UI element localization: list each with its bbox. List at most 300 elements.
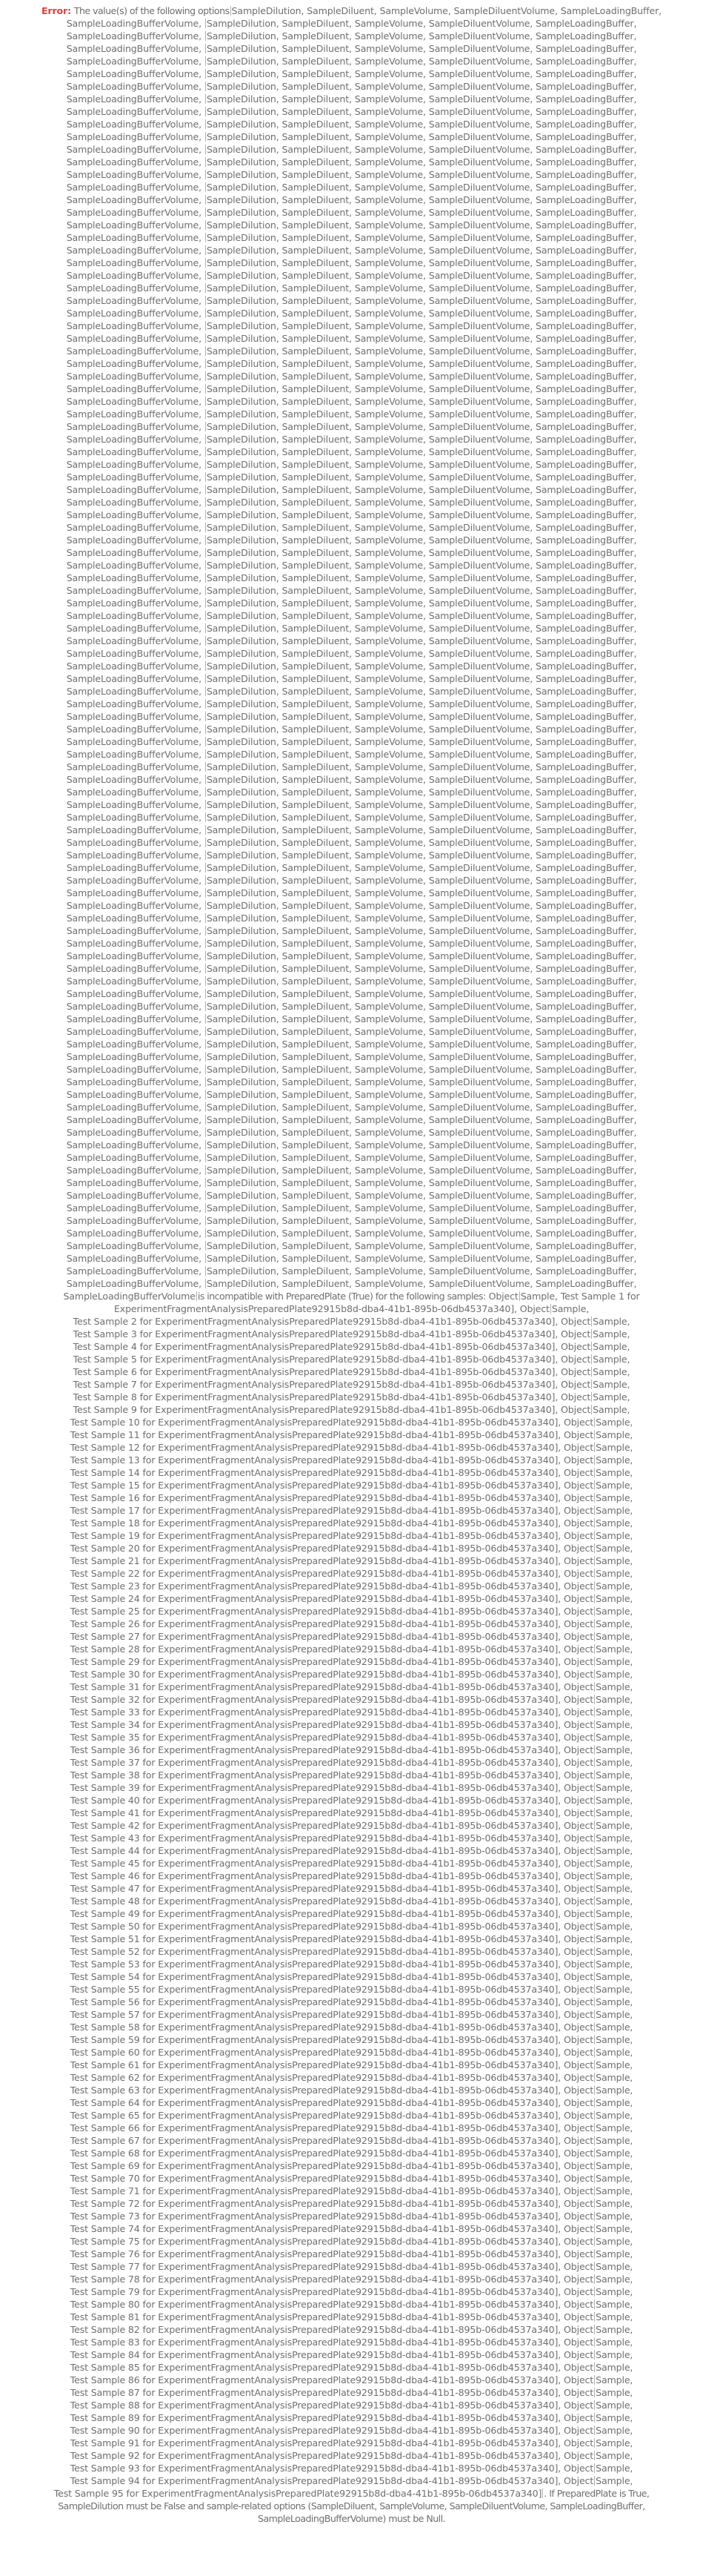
sample-text: Test Sample 81 for ExperimentFragmentAnalysisPreparedPlate92915b8d-dba4-41b1-895b-06db4537a340] <box>70 2311 559 2322</box>
object-word: Object <box>563 1706 594 1718</box>
bracket-bar <box>594 1846 595 1855</box>
bracket-bar <box>205 1077 206 1087</box>
option-group-line <box>0 786 703 798</box>
bracket-bar <box>205 1153 206 1162</box>
sample-line: Test Sample 5 for ExperimentFragmentAnalysisPreparedPlate92915b8d-dba4-41b1-895b-06db4537a340], Object Sample, <box>73 1354 630 1365</box>
sample-line: Test Sample 17 for ExperimentFragmentAnalysisPreparedPlate92915b8d-dba4-41b1-895b-06db4537a340], Object Sample, <box>70 1505 633 1516</box>
sample-text: Test Sample 80 for ExperimentFragmentAnalysisPreparedPlate92915b8d-dba4-41b1-895b-06db4537a340] <box>70 2299 559 2310</box>
sample-trailer: Sample, <box>596 2110 633 2121</box>
bracket-bar <box>594 1997 595 2007</box>
option-group: SampleDilution, SampleDiluent, SampleVolume, SampleDiluentVolume, SampleLoadingBuffer, <box>206 522 637 533</box>
sample-trailer: Sample, <box>596 1870 633 1881</box>
sample-trailer: Sample, <box>596 2198 633 2209</box>
bracket-bar <box>205 888 206 898</box>
intro-text: The value(s) of the following options <box>73 5 230 16</box>
sample-trailer: Sample, <box>596 2463 633 2474</box>
option-group-line <box>0 193 703 206</box>
option-group-line <box>0 357 703 370</box>
bracket-bar <box>594 1506 595 1515</box>
option-group-line <box>0 1277 703 1290</box>
object-word: Object <box>563 2110 594 2121</box>
sample-text: Test Sample 21 for ExperimentFragmentAnalysisPreparedPlate92915b8d-dba4-41b1-895b-06db4537a340] <box>70 1555 559 1566</box>
option-group: SampleDilution, SampleDiluent, SampleVolume, SampleDiluentVolume, SampleLoadingBuffer, <box>206 560 637 571</box>
sample-text: Test Sample 85 for ExperimentFragmentAnalysisPreparedPlate92915b8d-dba4-41b1-895b-06db4537a340] <box>70 2362 559 2373</box>
bracket-bar <box>594 1858 595 1868</box>
sample-trailer: Sample, <box>596 2173 633 2184</box>
bracket-bar <box>205 233 206 242</box>
bracket-bar <box>205 724 206 734</box>
option-group-head: SampleLoadingBufferVolume, <box>66 1190 201 1201</box>
object-word: Object <box>563 2211 594 2222</box>
sample-line: Test Sample 34 for ExperimentFragmentAnalysisPreparedPlate92915b8d-dba4-41b1-895b-06db4537a340], Object Sample, <box>70 1719 633 1730</box>
sample-line: Test Sample 88 for ExperimentFragmentAnalysisPreparedPlate92915b8d-dba4-41b1-895b-06db4537a340], Object Sample, <box>70 2400 633 2411</box>
bracket-bar <box>205 1090 206 1099</box>
bracket-bar <box>594 1884 595 1893</box>
sample-line: Test Sample 77 for ExperimentFragmentAnalysisPreparedPlate92915b8d-dba4-41b1-895b-06db4537a340], Object Sample, <box>70 2261 633 2272</box>
sample-trailer: Sample, <box>596 2400 633 2411</box>
sample-trailer: Sample, <box>596 2047 633 2058</box>
object-word: Object <box>563 2185 594 2196</box>
object-word: Object <box>563 1580 594 1592</box>
sample-text: Test Sample 39 for ExperimentFragmentAnalysisPreparedPlate92915b8d-dba4-41b1-895b-06db4537a340] <box>70 1782 559 1793</box>
sample-line: Test Sample 50 for ExperimentFragmentAnalysisPreparedPlate92915b8d-dba4-41b1-895b-06db4537a340], Object Sample, <box>70 1921 633 1932</box>
sample-text: Test Sample 57 for ExperimentFragmentAnalysisPreparedPlate92915b8d-dba4-41b1-895b-06db4537a340] <box>70 2009 559 2020</box>
option-group-head: SampleLoadingBufferVolume, <box>66 724 201 735</box>
option-group-head: SampleLoadingBufferVolume, <box>66 30 201 42</box>
sample-line: Test Sample 82 for ExperimentFragmentAnalysisPreparedPlate92915b8d-dba4-41b1-895b-06db4537a340], Object Sample, <box>70 2324 633 2335</box>
option-group: SampleDilution, SampleDiluent, SampleVolume, SampleDiluentVolume, SampleLoadingBuffer, <box>206 761 637 772</box>
sample-text: Test Sample 73 for ExperimentFragmentAnalysisPreparedPlate92915b8d-dba4-41b1-895b-06db4537a340] <box>70 2211 559 2222</box>
option-group-head: SampleLoadingBufferVolume, <box>66 1064 201 1075</box>
sample-line: Test Sample 51 for ExperimentFragmentAnalysisPreparedPlate92915b8d-dba4-41b1-895b-06db4537a340], Object Sample, <box>70 1933 633 1944</box>
bracket-bar <box>205 497 206 507</box>
bracket-bar <box>594 2249 595 2259</box>
sample-text: Test Sample 17 for ExperimentFragmentAnalysisPreparedPlate92915b8d-dba4-41b1-895b-06db4537a340] <box>70 1505 559 1516</box>
sample-text: Test Sample 49 for ExperimentFragmentAnalysisPreparedPlate92915b8d-dba4-41b1-895b-06db4537a340] <box>70 1908 559 1919</box>
sample-line: Test Sample 93 for ExperimentFragmentAnalysisPreparedPlate92915b8d-dba4-41b1-895b-06db4537a340], Object Sample, <box>70 2463 633 2474</box>
sample-line: Test Sample 29 for ExperimentFragmentAnalysisPreparedPlate92915b8d-dba4-41b1-895b-06db4537a340], Object Sample, <box>70 1656 633 1667</box>
sample-text: Test Sample 83 for ExperimentFragmentAnalysisPreparedPlate92915b8d-dba4-41b1-895b-06db4537a340] <box>70 2337 559 2348</box>
sample-text: Test Sample 41 for ExperimentFragmentAnalysisPreparedPlate92915b8d-dba4-41b1-895b-06db4537a340] <box>70 1807 559 1818</box>
option-group-line <box>0 332 703 345</box>
option-group: SampleDilution, SampleDiluent, SampleVolume, SampleDiluentVolume, SampleLoadingBuffer, <box>206 1127 637 1138</box>
option-group-line <box>0 647 703 660</box>
option-group-line <box>0 811 703 824</box>
sample-trailer: Sample, <box>596 2299 633 2310</box>
bracket-bar <box>594 2136 595 2145</box>
object-word: Object <box>563 2450 594 2461</box>
object-word: Object <box>563 1883 594 1894</box>
object-word: Object <box>563 2311 594 2322</box>
object-word: Object <box>563 1845 594 1856</box>
option-group-head: SampleLoadingBufferVolume, <box>66 950 201 961</box>
option-group: SampleDilution, SampleDiluent, SampleVolume, SampleDiluentVolume, SampleLoadingBuffer, <box>206 660 637 672</box>
sample-line: Test Sample 35 for ExperimentFragmentAnalysisPreparedPlate92915b8d-dba4-41b1-895b-06db4537a340], Object Sample, <box>70 1732 633 1743</box>
option-group-line <box>0 231 703 244</box>
sample-trailer: Sample, <box>596 1492 633 1503</box>
option-group-line <box>0 710 703 723</box>
sample-line: Test Sample 43 for ExperimentFragmentAnalysisPreparedPlate92915b8d-dba4-41b1-895b-06db4537a340], Object Sample, <box>70 1832 633 1844</box>
bracket-bar <box>205 838 206 847</box>
bracket-bar <box>594 1808 595 1818</box>
bracket-bar <box>205 1228 206 1238</box>
option-group: SampleDilution, SampleDiluent, SampleVolume, SampleDiluentVolume, SampleLoadingBuffer, <box>206 68 637 79</box>
option-group: SampleDilution, SampleDiluent, SampleVolume, SampleDiluentVolume, SampleLoadingBuffer, <box>206 169 637 180</box>
option-group: SampleDilution, SampleDiluent, SampleVolume, SampleDiluentVolume, SampleLoadingBuffer, <box>206 1114 637 1125</box>
sample-trailer: Sample, <box>596 1656 633 1667</box>
bracket-bar <box>205 573 206 583</box>
option-group-line <box>0 1063 703 1076</box>
option-group: SampleDilution, SampleDiluent, SampleVolume, SampleDiluentVolume, SampleLoadingBuffer, <box>206 1215 637 1226</box>
option-group-line <box>0 849 703 861</box>
option-group: SampleDilution, SampleDiluent, SampleVolume, SampleDiluentVolume, SampleLoadingBuffer, <box>206 749 637 760</box>
option-group-head: SampleLoadingBufferVolume, <box>66 1265 201 1277</box>
option-group-head: SampleLoadingBufferVolume, <box>66 207 201 218</box>
object-word: Object <box>561 1379 591 1390</box>
option-group-line <box>0 1038 703 1050</box>
bracket-bar <box>594 2047 595 2057</box>
option-group: SampleDilution, SampleDiluent, SampleVolume, SampleDiluentVolume, SampleLoadingBuffer, <box>206 623 637 634</box>
sample-line: Test Sample 15 for ExperimentFragmentAnalysisPreparedPlate92915b8d-dba4-41b1-895b-06db4537a340], Object Sample, <box>70 1480 633 1491</box>
option-group-head: SampleLoadingBufferVolume, <box>66 824 201 835</box>
object-word: Object <box>563 1832 594 1844</box>
sample-text: Test Sample 43 for ExperimentFragmentAnalysisPreparedPlate92915b8d-dba4-41b1-895b-06db4537a340] <box>70 1832 559 1844</box>
bracket-bar <box>205 271 206 280</box>
option-group-line <box>0 1189 703 1202</box>
sample-trailer: Sample, <box>596 2185 633 2196</box>
object-word: Object <box>488 1291 519 1302</box>
option-group-line <box>0 660 703 672</box>
sample-trailer: Sample, <box>596 2274 633 2285</box>
bracket-bar <box>196 1291 197 1301</box>
sample-line: Test Sample 47 for ExperimentFragmentAnalysisPreparedPlate92915b8d-dba4-41b1-895b-06db4537a340], Object Sample, <box>70 1883 633 1894</box>
option-group-line <box>0 483 703 496</box>
option-group-line <box>0 975 703 987</box>
object-word: Object <box>563 2463 594 2474</box>
sample-trailer: Sample, <box>596 1744 633 1755</box>
bracket-bar <box>594 2022 595 2032</box>
sample-trailer: Sample, <box>596 2261 633 2272</box>
object-word: Object <box>563 1732 594 1743</box>
option-group-line <box>0 899 703 912</box>
option-group-line <box>0 345 703 357</box>
object-word: Object <box>561 1341 591 1352</box>
object-word: Object <box>563 1593 594 1604</box>
option-group: SampleDilution, SampleDiluent, SampleVolume, SampleDiluentVolume, SampleLoadingBuffer, <box>206 308 637 319</box>
option-group-head: SampleLoadingBufferVolume, <box>66 257 201 268</box>
bracket-bar <box>205 976 206 986</box>
option-group-line <box>0 861 703 874</box>
option-group-line <box>0 521 703 534</box>
option-group-head: SampleLoadingBufferVolume, <box>66 232 201 243</box>
option-group-head: SampleLoadingBufferVolume, <box>66 93 201 105</box>
option-group-head: SampleLoadingBufferVolume, <box>66 320 201 331</box>
bracket-bar <box>594 1947 595 1956</box>
sample-trailer: Sample, <box>596 2425 633 2436</box>
bracket-bar <box>205 119 206 129</box>
bracket-bar <box>205 510 206 520</box>
bracket-bar <box>594 1783 595 1792</box>
sample-text: Test Sample 71 for ExperimentFragmentAnalysisPreparedPlate92915b8d-dba4-41b1-895b-06db4537a340] <box>70 2185 559 2196</box>
object-word: Object <box>563 1719 594 1730</box>
bracket-bar <box>205 686 206 696</box>
sample-text: Test Sample 11 for ExperimentFragmentAnalysisPreparedPlate92915b8d-dba4-41b1-895b-06db4537a340] <box>70 1429 559 1440</box>
sample-trailer: Sample, <box>596 1417 633 1428</box>
object-word: Object <box>563 1996 594 2007</box>
sample-line: Test Sample 58 for ExperimentFragmentAnalysisPreparedPlate92915b8d-dba4-41b1-895b-06db4537a340], Object Sample, <box>70 2022 633 2033</box>
option-group-line <box>0 937 703 950</box>
bracket-bar <box>594 1644 595 1654</box>
bracket-bar <box>205 321 206 331</box>
sample-trailer: Sample, <box>596 2135 633 2146</box>
sample-line: Test Sample 79 for ExperimentFragmentAnalysisPreparedPlate92915b8d-dba4-41b1-895b-06db4537a340], Object Sample, <box>70 2286 633 2297</box>
option-group-line <box>0 42 703 55</box>
sample-line: Test Sample 68 for ExperimentFragmentAnalysisPreparedPlate92915b8d-dba4-41b1-895b-06db4537a340], Object Sample, <box>70 2148 633 2159</box>
bracket-bar <box>594 1493 595 1503</box>
object-word: Object <box>563 1744 594 1755</box>
option-group-line <box>0 30 703 42</box>
option-group-head: SampleLoadingBufferVolume, <box>66 711 201 722</box>
option-group-line <box>0 471 703 483</box>
sample-line: Test Sample 54 for ExperimentFragmentAnalysisPreparedPlate92915b8d-dba4-41b1-895b-06db4537a340], Object Sample, <box>70 1971 633 1982</box>
sample-text: Test Sample 91 for ExperimentFragmentAnalysisPreparedPlate92915b8d-dba4-41b1-895b-06db4537a340] <box>70 2437 559 2448</box>
sample-line: Test Sample 80 for ExperimentFragmentAnalysisPreparedPlate92915b8d-dba4-41b1-895b-06db4537a340], Object Sample, <box>70 2299 633 2310</box>
option-group-line <box>0 1025 703 1038</box>
option-group-head: SampleLoadingBufferVolume, <box>66 787 201 798</box>
sample-text: Test Sample 13 for ExperimentFragmentAnalysisPreparedPlate92915b8d-dba4-41b1-895b-06db4537a340] <box>70 1454 559 1466</box>
option-group: SampleDilution, SampleDiluent, SampleVolume, SampleDiluentVolume, SampleLoadingBuffer, <box>206 1013 637 1024</box>
sample-line: Test Sample 24 for ExperimentFragmentAnalysisPreparedPlate92915b8d-dba4-41b1-895b-06db4537a340], Object Sample, <box>70 1593 633 1604</box>
option-group-line <box>0 130 703 143</box>
bracket-bar <box>205 875 206 885</box>
bracket-bar <box>205 989 206 999</box>
bracket-bar <box>594 2173 595 2183</box>
option-group-head: SampleLoadingBufferVolume, <box>66 194 201 205</box>
bracket-bar <box>594 1543 595 1553</box>
sample-line: Test Sample 40 for ExperimentFragmentAnalysisPreparedPlate92915b8d-dba4-41b1-895b-06db4537a340], Object Sample, <box>70 1795 633 1806</box>
bracket-bar <box>205 220 206 230</box>
object-word: Object <box>563 2437 594 2448</box>
bracket-bar <box>205 157 206 167</box>
option-group-head: SampleLoadingBufferVolume, <box>66 635 201 646</box>
option-group: SampleDilution, SampleDiluent, SampleVolume, SampleDiluentVolume, SampleLoadingBuffer, <box>206 156 637 168</box>
sample-text: Test Sample 25 for ExperimentFragmentAnalysisPreparedPlate92915b8d-dba4-41b1-895b-06db4537a340] <box>70 1606 559 1617</box>
option-group-head: SampleLoadingBufferVolume, <box>66 913 201 924</box>
sample-line: Test Sample 83 for ExperimentFragmentAnalysisPreparedPlate92915b8d-dba4-41b1-895b-06db4537a340], Object Sample, <box>70 2337 633 2348</box>
bracket-bar <box>205 661 206 671</box>
option-group: SampleDilution, SampleDiluent, SampleVolume, SampleDiluentVolume, SampleLoadingBuffer, <box>206 119 637 130</box>
bracket-bar <box>205 775 206 784</box>
bracket-bar <box>205 1039 206 1049</box>
bracket-bar <box>594 2274 595 2284</box>
sample-line: Test Sample 20 for ExperimentFragmentAnalysisPreparedPlate92915b8d-dba4-41b1-895b-06db4537a340], Object Sample, <box>70 1543 633 1554</box>
option-group: SampleDilution, SampleDiluent, SampleVolume, SampleDiluentVolume, SampleLoadingBuffer, <box>206 963 637 974</box>
sample-text: Test Sample 54 for ExperimentFragmentAnalysisPreparedPlate92915b8d-dba4-41b1-895b-06db4537a340] <box>70 1971 559 1982</box>
sample-trailer: Sample, <box>596 2475 633 2486</box>
bracket-bar <box>594 1909 595 1918</box>
closing-text-2: SampleLoadingBufferVolume) must be Null. <box>258 2513 445 2524</box>
bracket-bar <box>205 825 206 835</box>
bracket-bar <box>594 1657 595 1666</box>
option-group-head: SampleLoadingBufferVolume, <box>66 572 201 583</box>
option-group-head: SampleLoadingBufferVolume, <box>66 862 201 873</box>
option-group: SampleDilution, SampleDiluent, SampleVolume, SampleDiluentVolume, SampleLoadingBuffer, <box>206 887 637 898</box>
option-group-line <box>0 1088 703 1101</box>
option-group-line <box>0 282 703 294</box>
sample-trailer: Sample, <box>596 1895 633 1907</box>
option-group: SampleDilution, SampleDiluent, SampleVolume, SampleDiluentVolume, SampleLoadingBuffer, <box>206 1064 637 1075</box>
sample-line: Test Sample 70 for ExperimentFragmentAnalysisPreparedPlate92915b8d-dba4-41b1-895b-06db4537a340], Object Sample, <box>70 2173 633 2184</box>
option-group: SampleDilution, SampleDiluent, SampleVolume, SampleDiluentVolume, SampleLoadingBuffer, <box>206 371 637 382</box>
bracket-bar <box>594 2262 595 2271</box>
option-group-head: SampleLoadingBufferVolume, <box>66 434 201 445</box>
object-word: Object <box>563 1757 594 1768</box>
bracket-bar <box>205 208 206 217</box>
bracket-bar <box>205 523 206 532</box>
object-word: Object <box>563 1769 594 1781</box>
option-group: SampleDilution, SampleDiluent, SampleVolume, SampleDiluentVolume, SampleLoadingBuffer, <box>206 787 637 798</box>
sample-trailer: Sample, <box>596 2286 633 2297</box>
option-group-line <box>0 55 703 67</box>
option-group: SampleDilution, SampleDiluent, SampleVolume, SampleDiluentVolume, SampleLoadingBuffer, <box>206 1202 637 1213</box>
sample-line: Test Sample 56 for ExperimentFragmentAnalysisPreparedPlate92915b8d-dba4-41b1-895b-06db4537a340], Object Sample, <box>70 1996 633 2007</box>
bracket-bar <box>594 2299 595 2309</box>
option-group: SampleDilution, SampleDiluent, SampleVolume, SampleDiluentVolume, SampleLoadingBuffer, <box>206 282 637 294</box>
bracket-bar <box>205 82 206 91</box>
sample-text: Test Sample 70 for ExperimentFragmentAnalysisPreparedPlate92915b8d-dba4-41b1-895b-06db4537a340] <box>70 2173 559 2184</box>
option-group-line <box>0 458 703 471</box>
bracket-bar <box>594 1455 595 1465</box>
object-word: Object <box>563 1492 594 1503</box>
option-group-head: SampleLoadingBufferVolume, <box>66 560 201 571</box>
sample-text: Test Sample 59 for ExperimentFragmentAnalysisPreparedPlate92915b8d-dba4-41b1-895b-06db4537a340] <box>70 2034 559 2045</box>
bracket-bar <box>594 1619 595 1629</box>
bracket-bar <box>594 2400 595 2410</box>
option-group: SampleDilution, SampleDiluent, SampleVolume, SampleDiluentVolume, SampleLoadingBuffer, <box>206 1240 637 1251</box>
sample-line: Test Sample 75 for ExperimentFragmentAnalysisPreparedPlate92915b8d-dba4-41b1-895b-06db4537a340], Object Sample, <box>70 2236 633 2247</box>
object-word: Object <box>563 2034 594 2045</box>
option-group-line <box>0 1076 703 1088</box>
option-group: SampleDilution, SampleDiluent, SampleVolume, SampleDiluentVolume, SampleLoadingBuffer, <box>206 938 637 949</box>
option-group-line <box>0 924 703 937</box>
bracket-bar <box>205 749 206 759</box>
bracket-bar <box>205 598 206 608</box>
sample-trailer: Sample, <box>596 1643 633 1655</box>
bracket-bar <box>594 1581 595 1591</box>
error-label: Error: <box>41 5 71 16</box>
option-group: SampleDilution, SampleDiluent, SampleVolume, SampleDiluentVolume, SampleLoadingBuffer, <box>206 673 637 684</box>
sample-line: Test Sample 14 for ExperimentFragmentAnalysisPreparedPlate92915b8d-dba4-41b1-895b-06db4537a340], Object Sample, <box>70 1467 633 1478</box>
bracket-bar <box>205 170 206 179</box>
option-group-head: SampleLoadingBufferVolume, <box>66 799 201 810</box>
sample-trailer: Sample, <box>596 2248 633 2259</box>
bracket-bar <box>205 145 206 154</box>
option-group: SampleDilution, SampleDiluent, SampleVolume, SampleDiluentVolume, SampleLoadingBuffer, <box>206 648 637 659</box>
option-group-head: SampleLoadingBufferVolume, <box>66 81 201 92</box>
bracket-bar <box>205 1052 206 1062</box>
object-word: Object <box>563 2059 594 2070</box>
sample-text: Test Sample 46 for ExperimentFragmentAnalysisPreparedPlate92915b8d-dba4-41b1-895b-06db4537a340] <box>70 1870 559 1881</box>
bracket-bar <box>205 283 206 293</box>
option-group: SampleDilution, SampleDiluent, SampleVolume, SampleDiluentVolume, SampleLoadingBuffer, <box>206 358 637 369</box>
bracket-bar <box>205 535 206 545</box>
sample-line: Test Sample 84 for ExperimentFragmentAnalysisPreparedPlate92915b8d-dba4-41b1-895b-06db4537a340], Object Sample, <box>70 2349 633 2360</box>
bracket-bar <box>205 762 206 772</box>
sample-line: Test Sample 8 for ExperimentFragmentAnalysisPreparedPlate92915b8d-dba4-41b1-895b-06db4537a340], Object Sample, <box>73 1391 630 1403</box>
option-group-line <box>0 962 703 975</box>
sample-text: Test Sample 31 for ExperimentFragmentAnalysisPreparedPlate92915b8d-dba4-41b1-895b-06db4537a340] <box>70 1681 559 1692</box>
bracket-bar <box>205 19 206 28</box>
option-group-head: SampleLoadingBufferVolume, <box>66 497 201 508</box>
sample-trailer: Sample, <box>596 1719 633 1730</box>
object-word: Object <box>563 2299 594 2310</box>
option-group-line <box>0 1239 703 1252</box>
bracket-bar <box>205 69 206 79</box>
bracket-bar <box>205 951 206 961</box>
sample-line: Test Sample 61 for ExperimentFragmentAnalysisPreparedPlate92915b8d-dba4-41b1-895b-06db4537a340], Object Sample, <box>70 2059 633 2070</box>
bracket-bar <box>594 2060 595 2070</box>
bracket-bar <box>594 2451 595 2460</box>
option-group-head: SampleLoadingBufferVolume, <box>66 761 201 772</box>
sample-line: Test Sample 7 for ExperimentFragmentAnalysisPreparedPlate92915b8d-dba4-41b1-895b-06db4537a340], Object Sample, <box>73 1379 630 1390</box>
sample-line: Test Sample 53 for ExperimentFragmentAnalysisPreparedPlate92915b8d-dba4-41b1-895b-06db4537a340], Object Sample, <box>70 1959 633 1970</box>
option-group: SampleDilution, SampleDiluent, SampleVolume, SampleDiluentVolume, SampleLoadingBuffer, <box>206 30 637 42</box>
object-word: Object <box>563 2122 594 2133</box>
incompat-text: is incompatible with PreparedPlate (True) for the following samples: <box>197 1291 486 1302</box>
sample-trailer: Sample, <box>596 2009 633 2020</box>
object-word: Object <box>563 2274 594 2285</box>
option-group: SampleDilution, SampleDiluent, SampleVolume, SampleDiluentVolume, SampleLoadingBuffer, <box>206 509 637 520</box>
sample-trailer: Sample, <box>593 1354 630 1365</box>
option-group: SampleDilution, SampleDiluent, SampleVolume, SampleDiluentVolume, SampleLoadingBuffer, <box>206 270 637 281</box>
bracket-bar <box>594 2161 595 2171</box>
option-group-head: SampleLoadingBufferVolume, <box>66 585 201 596</box>
option-group: SampleDilution, SampleDiluent, SampleVolume, SampleDiluentVolume, SampleLoadingBuffer, <box>206 862 637 873</box>
option-group: SampleDilution, SampleDiluent, SampleVolume, SampleDiluentVolume, SampleLoadingBuffer, <box>206 245 637 256</box>
sample-text: Test Sample 6 for ExperimentFragmentAnalysisPreparedPlate92915b8d-dba4-41b1-895b-06db4537a340] <box>73 1366 556 1377</box>
object-word: Object <box>563 1429 594 1440</box>
bracket-bar <box>594 2426 595 2435</box>
option-group-line <box>0 1176 703 1189</box>
bracket-bar <box>594 1417 595 1427</box>
option-group-line <box>0 420 703 433</box>
bracket-bar <box>205 182 206 192</box>
option-group-head: SampleLoadingBufferVolume, <box>66 131 201 142</box>
sample-line: Test Sample 65 for ExperimentFragmentAnalysisPreparedPlate92915b8d-dba4-41b1-895b-06db4537a340], Object Sample, <box>70 2110 633 2121</box>
bracket-bar <box>594 2337 595 2347</box>
sample-trailer: Sample, <box>596 2160 633 2171</box>
object-word: Object <box>563 1895 594 1907</box>
object-word: Object <box>563 2022 594 2033</box>
bracket-bar <box>594 1556 595 1566</box>
option-group: SampleDilution, SampleDiluent, SampleVolume, SampleDiluentVolume, SampleLoadingBuffer, <box>206 812 637 823</box>
sample-line: Test Sample 33 for ExperimentFragmentAnalysisPreparedPlate92915b8d-dba4-41b1-895b-06db4537a340], Object Sample, <box>70 1706 633 1718</box>
sample-text: Test Sample 90 for ExperimentFragmentAnalysisPreparedPlate92915b8d-dba4-41b1-895b-06db4537a340] <box>70 2425 559 2436</box>
bracket-bar <box>594 2110 595 2120</box>
option-group-head: SampleLoadingBufferVolume, <box>66 1127 201 1138</box>
option-group-head: SampleLoadingBufferVolume, <box>66 648 201 659</box>
option-group-line <box>0 887 703 899</box>
option-group-head: SampleLoadingBufferVolume, <box>66 1102 201 1113</box>
option-group: SampleDilution, SampleDiluent, SampleVolume, SampleDiluentVolume, SampleLoadingBuffer, <box>206 572 637 583</box>
option-group-line <box>0 433 703 446</box>
sample-trailer: Sample, <box>596 2059 633 2070</box>
bracket-bar <box>594 1921 595 1931</box>
sample-line <box>0 2487 703 2500</box>
sample-trailer: Sample, <box>593 1404 630 1415</box>
option-group: SampleDilution, SampleDiluent, SampleVolume, SampleDiluentVolume, SampleLoadingBuffer, <box>206 1102 637 1113</box>
option-group: SampleDilution, SampleDiluent, SampleVolume, SampleDiluentVolume, SampleLoadingBuffer, <box>206 610 637 621</box>
